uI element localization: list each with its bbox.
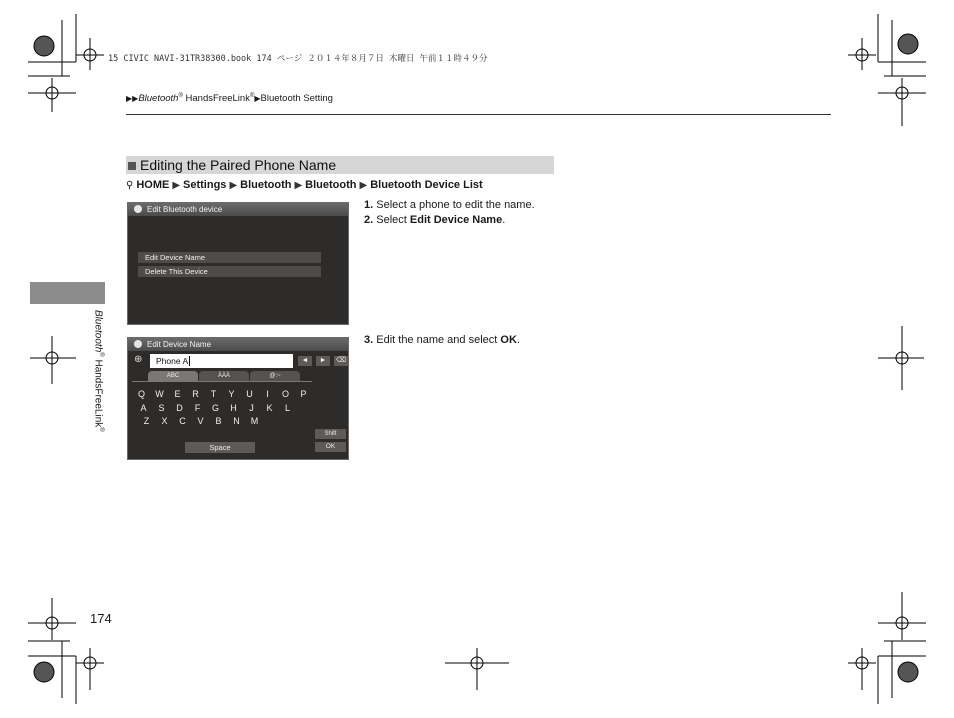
tab-abc[interactable]: ABC (148, 371, 198, 381)
key-v[interactable]: V (197, 416, 204, 426)
key-j[interactable]: J (249, 403, 254, 413)
step-tail: . (516, 334, 520, 346)
key-s[interactable]: S (158, 403, 165, 413)
nav-path (126, 179, 483, 191)
key-e[interactable]: E (174, 389, 181, 399)
breadcrumb-arrows: ▶▶ (126, 94, 139, 104)
breadcrumb-part2: HandsFreeLink (182, 93, 250, 105)
key-z[interactable]: Z (143, 416, 150, 426)
step-tail: . (502, 214, 506, 226)
nav-path-item: HOME (136, 179, 170, 191)
step-text: Edit the name and select (376, 334, 501, 346)
step-number: 2. (364, 214, 374, 226)
key-f[interactable]: F (194, 403, 201, 413)
cursor-left-button[interactable]: ◄ (298, 356, 312, 366)
gear-icon (134, 205, 142, 213)
name-input-value: Phone A (156, 356, 189, 366)
step-2 (364, 213, 564, 228)
side-label (93, 310, 104, 432)
backspace-button[interactable]: ⌫ (334, 356, 348, 366)
page-number: 174 (90, 611, 112, 626)
nav-path-separator: ▶ (229, 180, 238, 191)
step-text: Select (376, 214, 410, 226)
breadcrumb-reg2: ® (249, 93, 255, 99)
gear-icon (134, 340, 142, 348)
screenshot-edit-device-name (127, 337, 349, 460)
key-a[interactable]: A (140, 403, 147, 413)
cursor-right-button[interactable]: ► (316, 356, 330, 366)
key-x[interactable]: X (161, 416, 168, 426)
tab-symbols[interactable]: @:~ (250, 371, 300, 381)
voice-icon: ⚲ (126, 180, 134, 191)
step-number: 1. (364, 199, 374, 211)
screen-title: Edit Device Name (147, 340, 212, 349)
key-n[interactable]: N (233, 416, 240, 426)
nav-path-item: Settings (183, 179, 227, 191)
key-y[interactable]: Y (228, 389, 235, 399)
side-label-reg1: ® (98, 352, 104, 357)
breadcrumb-sep: ▶ (254, 94, 261, 104)
step-bold: OK (500, 334, 517, 346)
screenshot-edit-bluetooth-device (127, 202, 349, 325)
shift-button[interactable]: Shift (315, 429, 346, 439)
key-m[interactable]: M (250, 416, 259, 426)
ok-button[interactable]: OK (315, 442, 346, 452)
print-header: 15 CIVIC NAVI-31TR38300.book 174 ページ ２０１４年８月７日 木曜日 午前１１時４９分 (108, 54, 488, 64)
menu-delete-device[interactable]: Delete This Device (138, 266, 321, 277)
breadcrumb-reg1: ® (178, 93, 183, 99)
nav-path-separator: ▶ (359, 180, 368, 191)
steps-group-1 (364, 198, 564, 228)
step-number: 3. (364, 334, 374, 346)
nav-path-item: Bluetooth (240, 179, 292, 191)
key-w[interactable]: W (155, 389, 164, 399)
key-t[interactable]: T (210, 389, 217, 399)
breadcrumb-part3: Bluetooth Setting (260, 93, 333, 105)
nav-path-item: Bluetooth Device List (370, 179, 483, 191)
key-c[interactable]: C (179, 416, 186, 426)
header-rule (126, 114, 831, 115)
tab-accented[interactable]: ÀÀÀ (199, 371, 249, 381)
screen-title: Edit Bluetooth device (147, 205, 223, 214)
side-label-reg2: ® (98, 427, 104, 432)
side-label-part1: Bluetooth (92, 310, 104, 353)
side-label-part2: HandsFreeLink (92, 356, 104, 428)
breadcrumb (126, 93, 333, 104)
tab-underline (132, 381, 312, 382)
key-g[interactable]: G (211, 403, 219, 413)
key-k[interactable]: K (266, 403, 273, 413)
key-r[interactable]: R (192, 389, 199, 399)
key-i[interactable]: I (266, 389, 269, 399)
chapter-side-tab (30, 282, 105, 304)
key-q[interactable]: Q (137, 389, 145, 399)
menu-edit-device-name[interactable]: Edit Device Name (138, 252, 321, 263)
key-l[interactable]: L (284, 403, 290, 413)
key-b[interactable]: B (215, 416, 222, 426)
nav-path-item: Bluetooth (305, 179, 357, 191)
step-text: Select a phone to edit the name. (376, 199, 535, 211)
nav-path-separator: ▶ (294, 180, 303, 191)
section-square-icon (128, 162, 136, 170)
nav-path-separator: ▶ (172, 180, 181, 191)
screen-title-bar (128, 203, 348, 216)
step-1 (364, 198, 564, 213)
steps-group-2 (364, 333, 564, 348)
key-u[interactable]: U (246, 389, 253, 399)
space-button[interactable]: Space (185, 442, 255, 453)
globe-icon[interactable]: ⊕ (134, 354, 143, 365)
breadcrumb-part1: Bluetooth (138, 93, 179, 105)
screen-title-bar (128, 338, 348, 351)
step-3 (364, 333, 564, 348)
name-input[interactable] (150, 354, 293, 368)
key-h[interactable]: H (230, 403, 237, 413)
key-o[interactable]: O (281, 389, 289, 399)
key-d[interactable]: D (176, 403, 183, 413)
section-title (126, 156, 554, 174)
step-bold: Edit Device Name (409, 214, 503, 226)
section-title-text: Editing the Paired Phone Name (140, 157, 337, 173)
key-p[interactable]: P (300, 389, 307, 399)
